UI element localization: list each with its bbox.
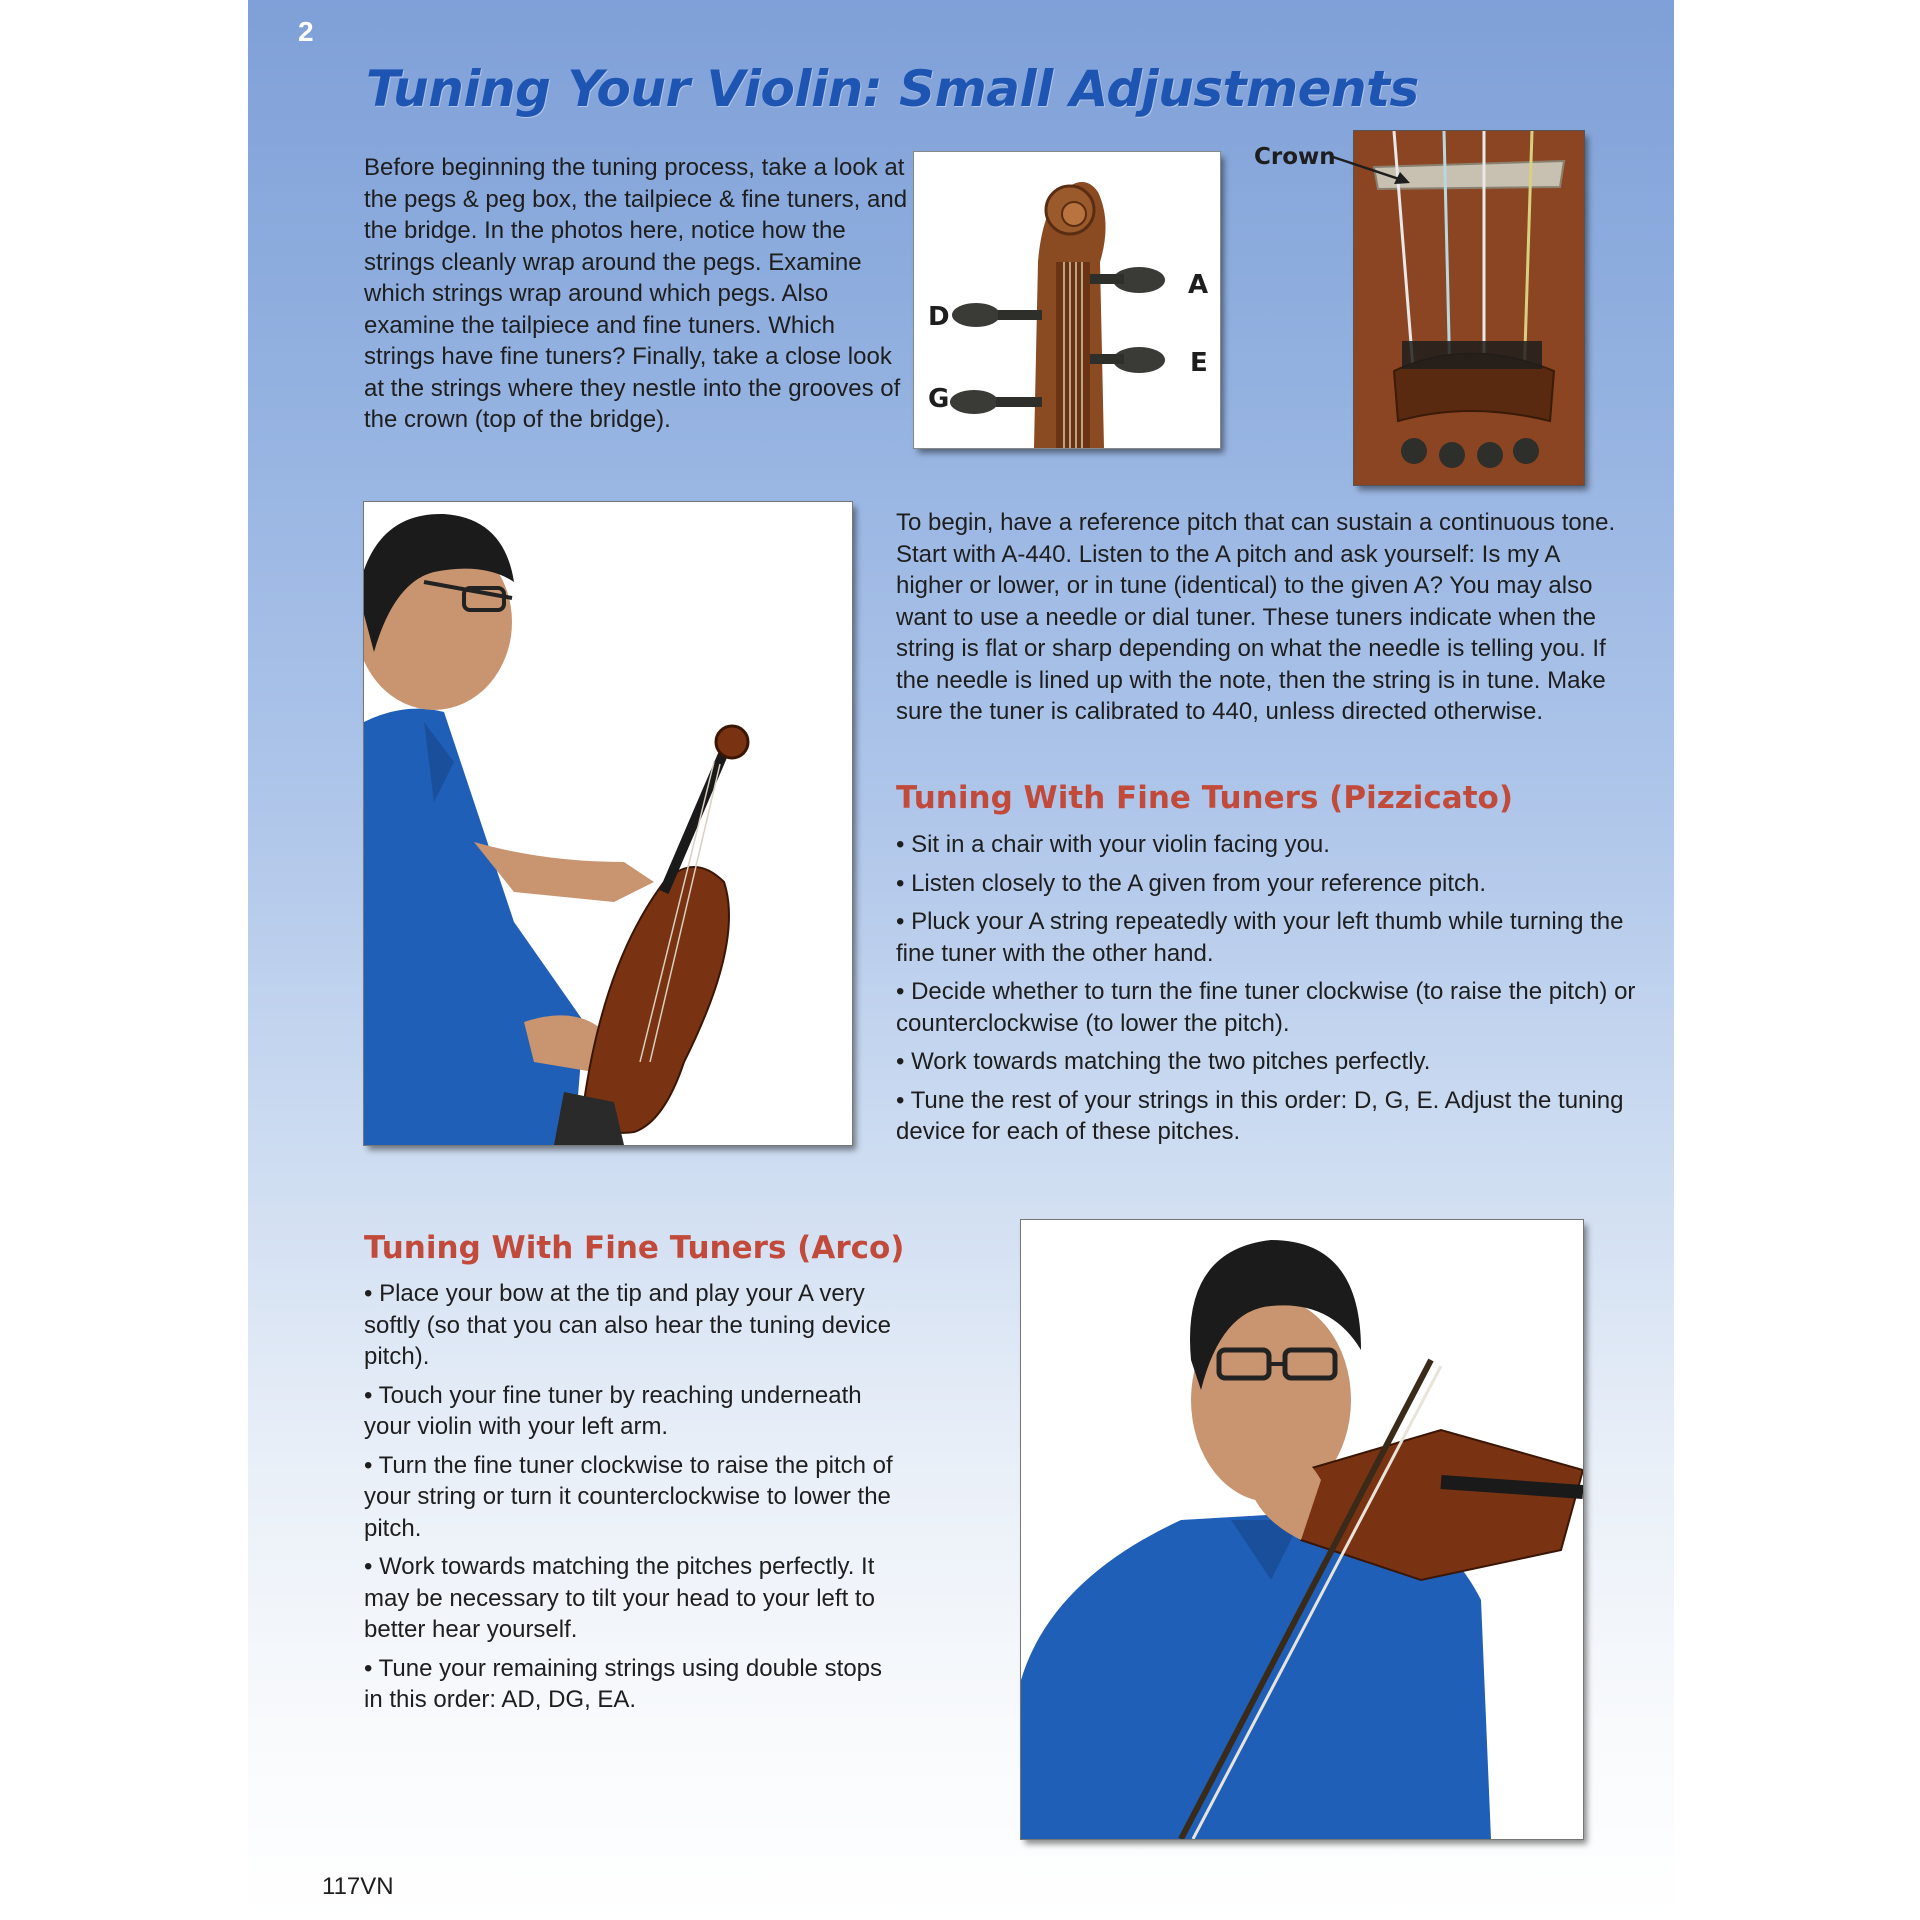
list-item: • Sit in a chair with your violin facing you. <box>896 829 1636 861</box>
arco-steps-list <box>364 1278 904 1723</box>
list-item: • Work towards matching the pitches perfectly. It may be necessary to tilt your head to your left to better hear yourself. <box>364 1551 904 1646</box>
page-number: 2 <box>298 16 314 47</box>
list-item: • Touch your fine tuner by reaching underneath your violin with your left arm. <box>364 1380 904 1443</box>
page-title: Tuning Your Violin: Small Adjustments <box>366 60 1419 118</box>
list-item: • Place your bow at the tip and play your A very softly (so that you can also hear the tuning device pitch). <box>364 1278 904 1373</box>
peg-label-g: G <box>928 384 950 414</box>
list-item: • Tune the rest of your strings in this order: D, G, E. Adjust the tuning device for each of these pitches. <box>896 1085 1636 1148</box>
peg-label-a: A <box>1188 270 1209 300</box>
pizzicato-heading: Tuning With Fine Tuners (Pizzicato) <box>896 780 1513 816</box>
list-item: • Tune your remaining strings using double stops in this order: AD, DG, EA. <box>364 1653 904 1716</box>
footer-code: 117VN <box>322 1873 394 1900</box>
peg-label-e: E <box>1190 348 1208 378</box>
reference-pitch-paragraph: To begin, have a reference pitch that can sustain a continuous tone. Start with A-440. Listen to the A pitch and ask yourself: Is my A higher or lower, or in tune (identical) to the given A? You may also want to use a needle or dial tuner. These tuners indicate when the string is flat or sharp depending on what the needle is telling you. If the needle is lined up with the note, then the string is in tune. Make sure the tuner is calibrated to 440, unless directed otherwise. <box>896 509 1616 725</box>
crown-arrow-icon <box>1328 150 1418 190</box>
list-item: • Turn the fine tuner clockwise to raise the pitch of your string or turn it counterclockwise to lower the pitch. <box>364 1450 904 1545</box>
list-item: • Pluck your A string repeatedly with your left thumb while turning the fine tuner with the other hand. <box>896 906 1636 969</box>
arco-heading: Tuning With Fine Tuners (Arco) <box>364 1230 905 1266</box>
list-item: • Work towards matching the two pitches perfectly. <box>896 1046 1636 1078</box>
list-item: • Decide whether to turn the fine tuner clockwise (to raise the pitch) or counterclockwise (to lower the pitch). <box>896 976 1636 1039</box>
arco-playing-photo <box>1021 1220 1583 1839</box>
pizzicato-steps-list <box>896 829 1636 1155</box>
peg-label-d: D <box>928 302 950 332</box>
list-item: • Listen closely to the A given from your reference pitch. <box>896 868 1636 900</box>
intro-paragraph: Before beginning the tuning process, take a look at the pegs & peg box, the tailpiece & fine tuners, and the bridge. In the photos here, notice how the strings cleanly wrap around the pegs. Examine which strings wrap around which pegs. Also examine the tailpiece and fine tuners. Which strings have fine tuners? Finally, take a close look at the strings where they nestle into the grooves of the crown (top of the bridge). <box>364 154 908 433</box>
page-background <box>248 0 1674 1920</box>
crown-label: Crown <box>1254 144 1336 170</box>
pizzicato-seated-photo <box>364 502 852 1145</box>
pegbox-photo <box>914 152 1220 448</box>
